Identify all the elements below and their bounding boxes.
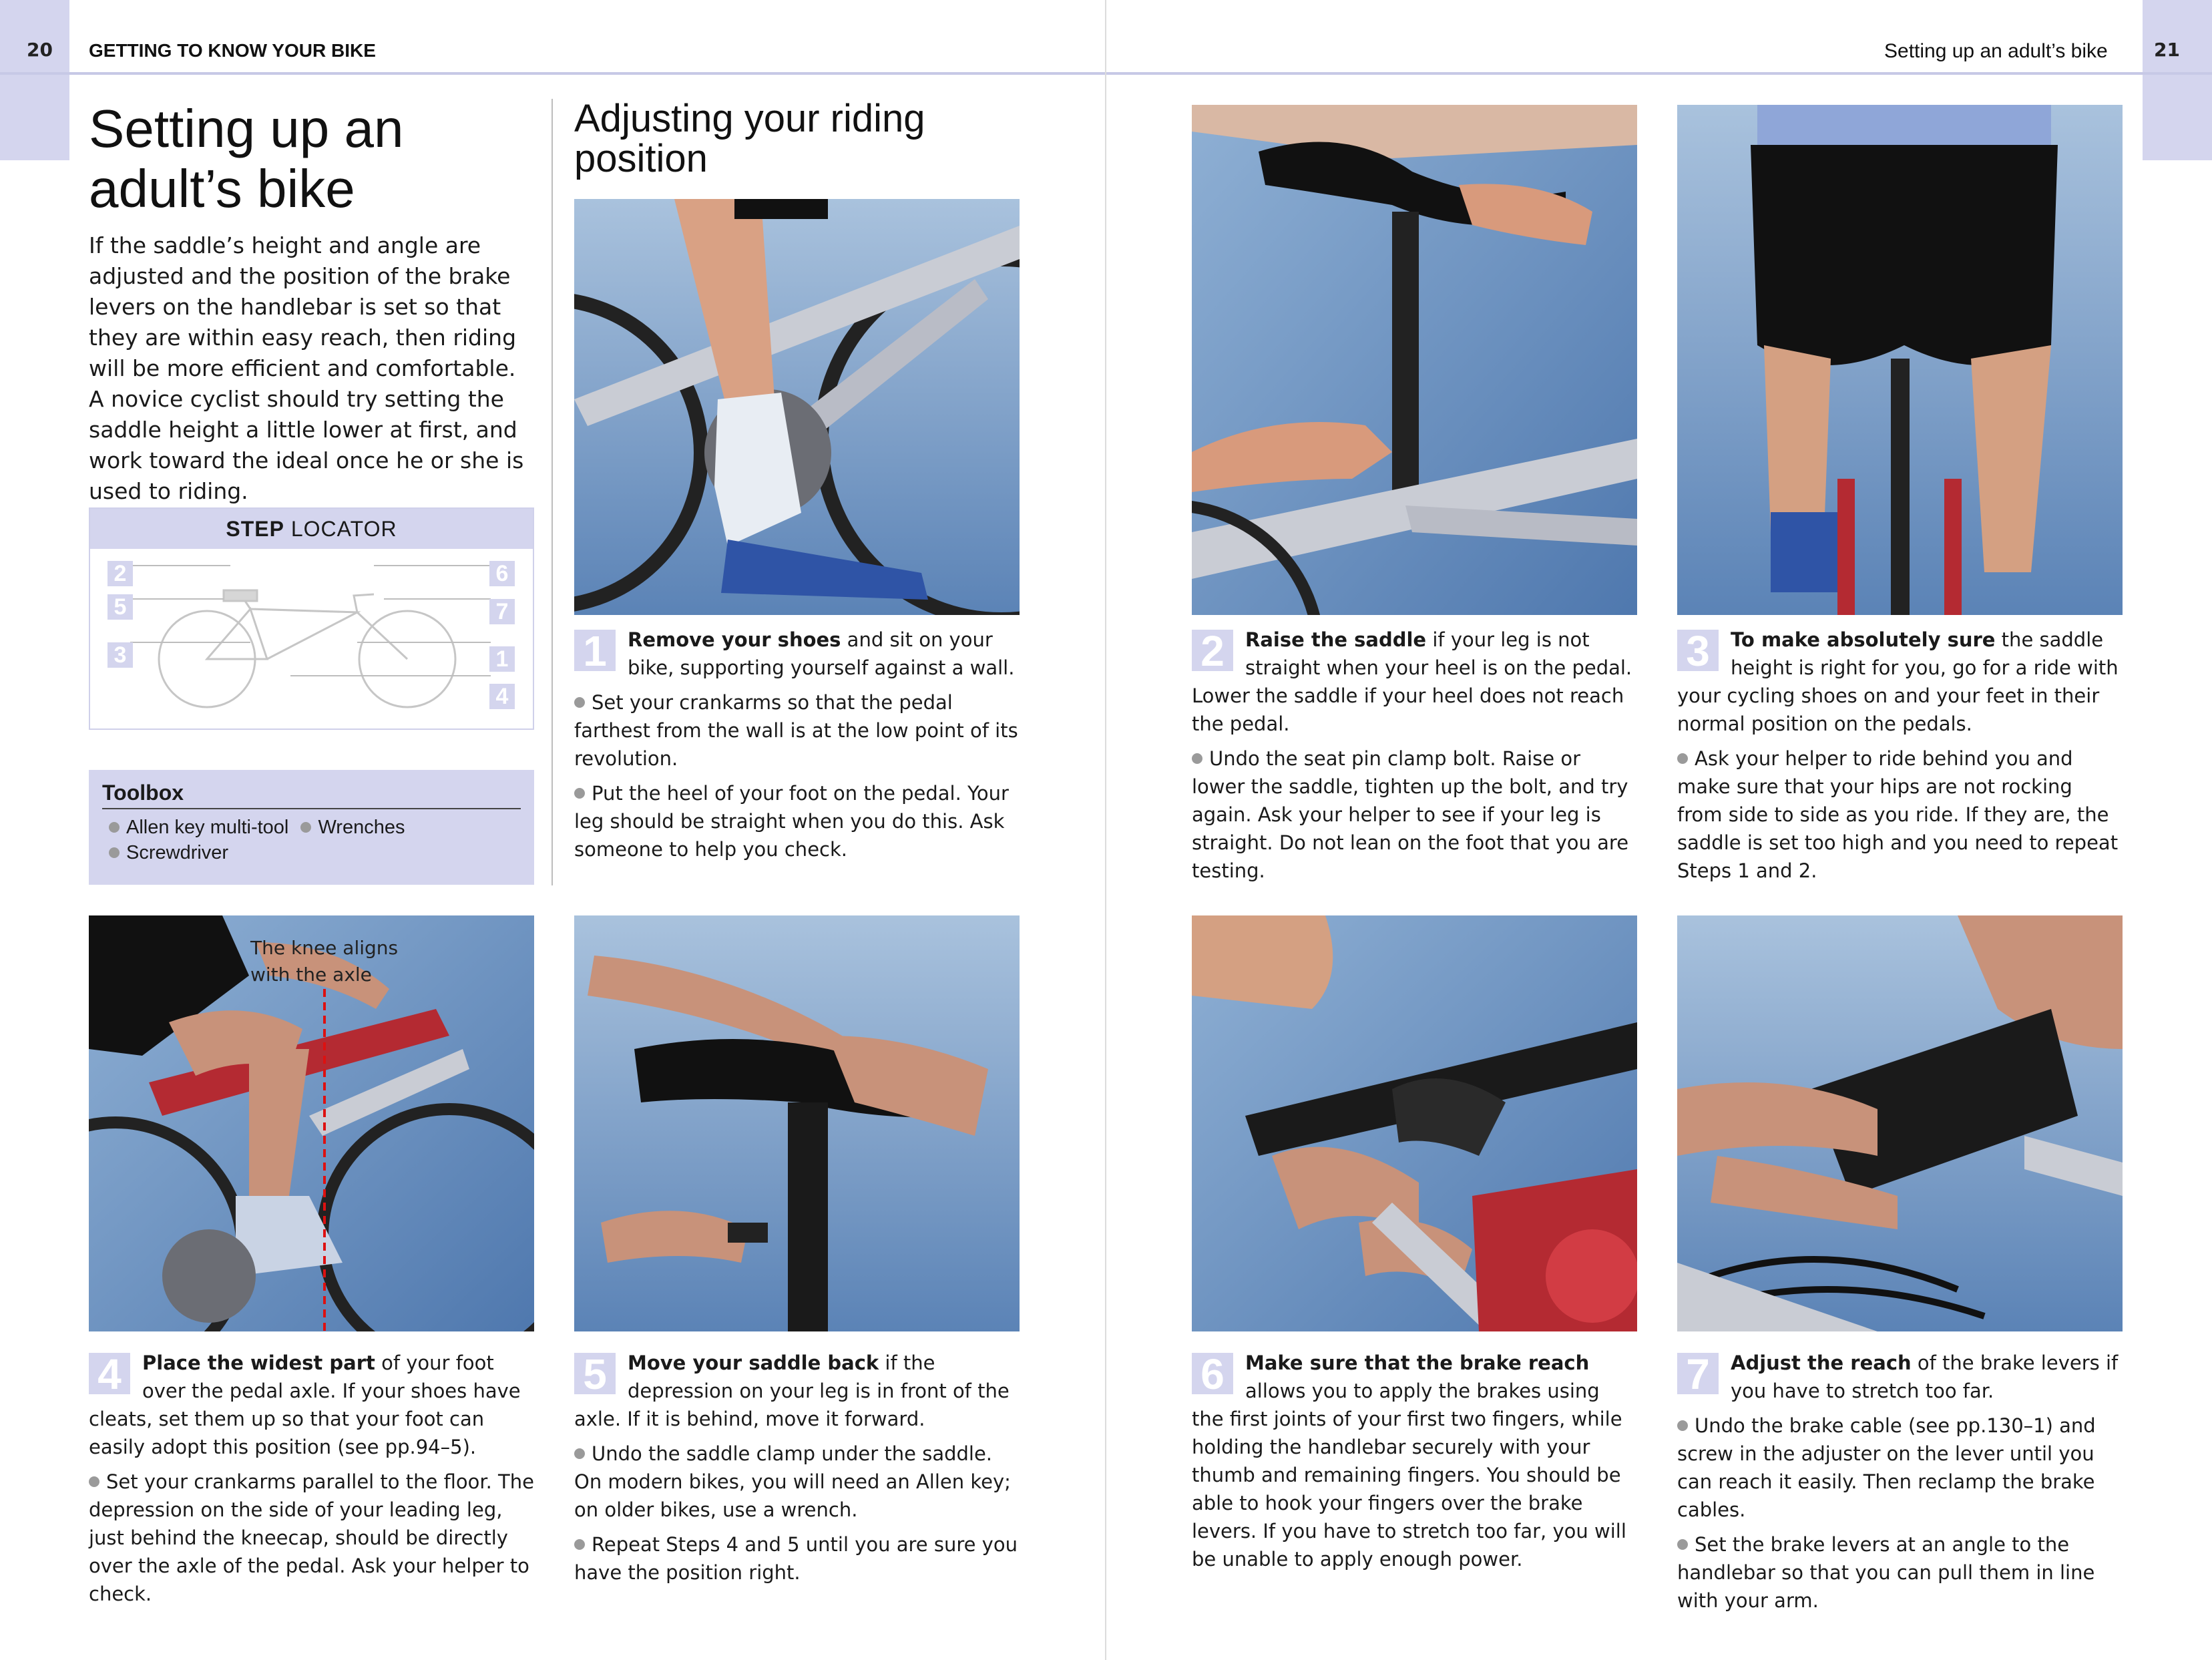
step-text: if the depression on your leg is in front of the axle. If it is behind, move it forward. <box>574 1352 1010 1430</box>
page-title: Setting up an adult’s bike <box>89 99 404 218</box>
step-bullet: Put the heel of your foot on the pedal. Your leg should be straight when you do this. Ask someone to help you check. <box>574 782 1009 861</box>
step-3 <box>1677 626 2123 891</box>
photo-step-2 <box>1192 105 1637 615</box>
step-text: if your leg is not straight when your heel is on the pedal. Lower the saddle if your heel does not reach the pedal. <box>1192 628 1632 735</box>
bullet-icon <box>89 1476 99 1487</box>
left-page-number: 20 <box>27 39 53 61</box>
step-2 <box>1192 626 1637 891</box>
photo-step-1 <box>574 199 1020 615</box>
locator-number-5: 5 <box>107 594 133 620</box>
toolbox-title: Toolbox <box>102 781 521 809</box>
intro-paragraph: If the saddle’s height and angle are adjusted and the position of the brake levers on the handlebar is set so that they are within easy reach, then riding will be more efficient and comfortable. A novice cyclist should try setting the saddle height a little lower at first, and work toward the ideal once he or she is used to riding. <box>89 232 524 504</box>
photo-step-6 <box>1192 915 1637 1331</box>
step-number-4: 4 <box>89 1353 130 1394</box>
toolbox-items <box>102 815 521 865</box>
left-page-tab <box>0 0 69 160</box>
toolbox-item: Wrenches <box>318 817 405 838</box>
step-lead: Raise the saddle <box>1245 628 1427 651</box>
step-text: of the brake levers if you have to stretch too far. <box>1731 1352 2119 1402</box>
step-lead: Move your saddle back <box>628 1352 879 1374</box>
toolbox <box>89 770 534 885</box>
locator-number-7: 7 <box>489 599 515 624</box>
step-lead: Make sure that the brake reach <box>1245 1352 1590 1374</box>
column-divider <box>551 99 553 885</box>
step-lead: To make absolutely sure <box>1731 628 1996 651</box>
step-text: allows you to apply the brakes using the first joints of your first two fingers, while holding the handlebar securely with your thumb and remaining fingers. You should be able to hook your fingers over the brake levers. If you have to stretch too far, you will be unable to apply enough power. <box>1192 1380 1626 1571</box>
bullet-icon <box>1677 1539 1688 1550</box>
bullet-icon <box>1192 753 1202 764</box>
step-bullet: Repeat Steps 4 and 5 until you are sure you have the position right. <box>574 1533 1018 1584</box>
step-number-5: 5 <box>574 1353 616 1394</box>
bullet-icon <box>1677 1420 1688 1431</box>
bullet-icon <box>574 697 585 708</box>
step-locator-title: STEP LOCATOR <box>90 509 533 549</box>
bullet-icon <box>109 822 120 833</box>
step-locator-bike-diagram <box>90 549 533 729</box>
right-page-tab <box>2143 0 2212 160</box>
step-6 <box>1192 1349 1637 1580</box>
step-locator <box>89 507 534 730</box>
step-text: and sit on your bike, supporting yourself against a wall. <box>628 628 1015 679</box>
right-running-title: Setting up an adult’s bike <box>1884 40 2108 62</box>
photo-step-7 <box>1677 915 2123 1331</box>
step-lead: Remove your shoes <box>628 628 841 651</box>
step-text: of your foot over the pedal axle. If your shoes have cleats, set them up so that your foot can easily adopt this position (see pp.94–5). <box>89 1352 521 1458</box>
toolbox-item: Screwdriver <box>126 842 229 863</box>
left-running-title: GETTING TO KNOW YOUR BIKE <box>89 40 376 61</box>
bullet-icon <box>574 788 585 799</box>
step-number-3: 3 <box>1677 630 1719 671</box>
locator-number-1: 1 <box>489 646 515 672</box>
step-bullet: Set your crankarms parallel to the floor. The depression on the side of your leading leg, just behind the kneecap, should be directly over the axle of the pedal. Ask your helper to check. <box>89 1470 534 1605</box>
step-4 <box>89 1349 534 1615</box>
locator-number-4: 4 <box>489 684 515 709</box>
right-page-number: 21 <box>2154 39 2180 61</box>
step-bullet: Undo the saddle clamp under the saddle. On modern bikes, you will need an Allen key; on older bikes, use a wrench. <box>574 1442 1011 1521</box>
step-5 <box>574 1349 1020 1593</box>
step-bullet: Undo the brake cable (see pp.130–1) and screw in the adjuster on the lever until you can reach it easily. Then reclamp the brake cables. <box>1677 1414 2096 1521</box>
step-bullet: Undo the seat pin clamp bolt. Raise or lower the saddle, tighten up the bolt, and try again. Ask your helper to see if your leg is straight. Do not lean on the foot that you are testing. <box>1192 747 1629 882</box>
step-7 <box>1677 1349 2123 1621</box>
toolbox-item: Allen key multi-tool <box>126 817 289 838</box>
step-bullet: Set the brake levers at an angle to the handlebar so that you can pull them in line with your arm. <box>1677 1533 2095 1612</box>
step-text: the saddle height is right for you, go for a ride with your cycling shoes on and your feet in their normal position on the pedals. <box>1677 628 2119 735</box>
step-number-2: 2 <box>1192 630 1233 671</box>
locator-number-2: 2 <box>107 561 133 586</box>
bullet-icon <box>109 847 120 858</box>
step-1 <box>574 626 1020 870</box>
photo-step-5 <box>574 915 1020 1331</box>
photo-callout-knee: The knee aligns with the axle <box>250 937 399 986</box>
step-number-6: 6 <box>1192 1353 1233 1394</box>
bullet-icon <box>1677 753 1688 764</box>
bullet-icon <box>574 1539 585 1550</box>
section-title: Adjusting your riding position <box>574 97 925 180</box>
locator-number-3: 3 <box>107 642 133 668</box>
step-number-1: 1 <box>574 630 616 671</box>
step-lead: Place the widest part <box>142 1352 375 1374</box>
locator-number-6: 6 <box>489 561 515 586</box>
step-lead: Adjust the reach <box>1731 1352 1912 1374</box>
step-bullet: Ask your helper to ride behind you and make sure that your hips are not rocking from side to side as you ride. If they are, the saddle is set too high and you need to repeat Steps 1 and 2. <box>1677 747 2119 882</box>
bullet-icon <box>300 822 311 833</box>
page-spine <box>1105 0 1106 1660</box>
step-bullet: Set your crankarms so that the pedal farthest from the wall is at the low point of its revolution. <box>574 691 1018 770</box>
step-number-7: 7 <box>1677 1353 1719 1394</box>
bullet-icon <box>574 1448 585 1459</box>
photo-step-3 <box>1677 105 2123 615</box>
